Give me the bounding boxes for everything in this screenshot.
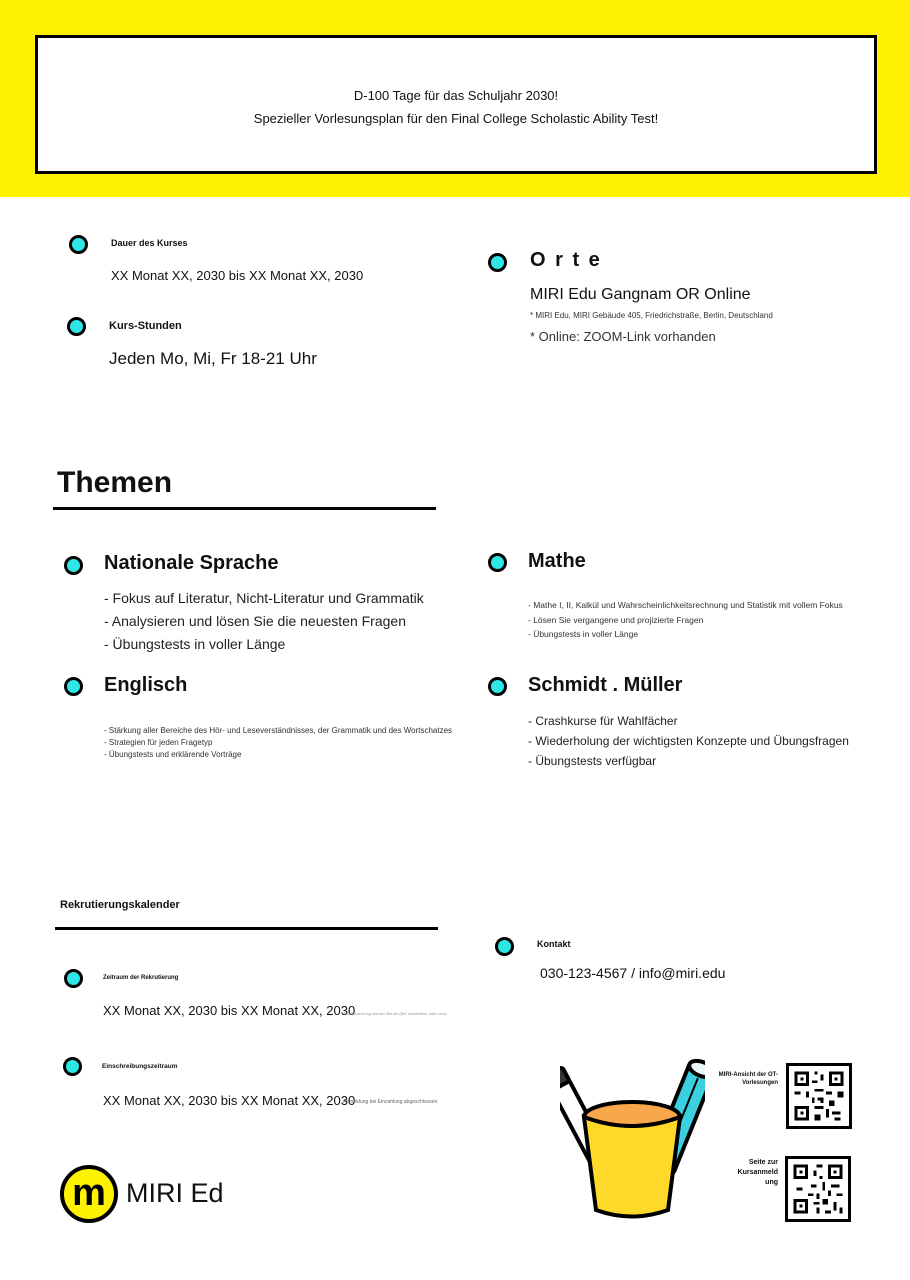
subject-list-english <box>104 725 452 761</box>
contact-value: 030-123-4567 / info@miri.edu <box>540 965 726 981</box>
hours-value: Jeden Mo, Mi, Fr 18-21 Uhr <box>109 349 317 368</box>
places-note-address: * MIRI Edu, MIRI Gebäude 405, Friedrichstraße, Berlin, Deutschland <box>530 311 773 320</box>
places-main: MIRI Edu Gangnam OR Online <box>530 286 751 303</box>
bullet-dot-icon <box>488 677 507 696</box>
enroll-note: Anmeldung bei Einzahlung abgeschlossen <box>343 1099 438 1105</box>
period-value: XX Monat XX, 2030 bis XX Monat XX, 2030 <box>103 1003 356 1018</box>
banner-subtitle: Spezieller Vorlesungsplan für den Final College Scholastic Ability Test! <box>253 111 659 126</box>
period-note: Bei Bewerbung werden Berufe (Bei zweitklässl. sald rund) <box>344 1011 447 1016</box>
list-item: - Übungstests in voller Länge <box>104 636 286 652</box>
list-item: - Übungstests in voller Länge <box>528 629 639 639</box>
contact-label: Kontakt <box>537 939 571 949</box>
subject-title-math: Mathe <box>528 550 586 572</box>
bullet-dot-icon <box>495 937 514 956</box>
qr-view-label: MIRI-Ansicht der OT-Vorlesungen <box>718 1072 778 1086</box>
qr-code-signup[interactable] <box>785 1156 851 1222</box>
bullet-dot-icon <box>64 969 83 988</box>
bullet-dot-icon <box>69 235 88 254</box>
subject-list-national <box>104 587 424 656</box>
recruit-divider <box>55 927 438 930</box>
places-note-online: * Online: ZOOM-Link vorhanden <box>530 329 716 344</box>
list-item: - Strategien für jeden Fragetyp <box>104 738 213 747</box>
qr-code-lectures[interactable] <box>786 1063 852 1129</box>
list-item: - Stärkung aller Bereiche des Hör- und Leseverständnisses, der Grammatik und des Wortschatzes <box>104 726 453 735</box>
bullet-dot-icon <box>64 677 83 696</box>
period-label: Zeitraum der Rekrutierung <box>103 975 179 981</box>
banner-title: D-100 Tage für das Schuljahr 2030! <box>353 88 559 103</box>
list-item: - Analysieren und lösen Sie die neuesten Fragen <box>104 613 406 629</box>
subject-list-schmidt-mueller <box>528 711 849 771</box>
list-item: - Übungstests verfügbar <box>528 754 657 768</box>
bullet-dot-icon <box>64 556 83 575</box>
header-box <box>35 35 877 174</box>
pencil-cup-illustration <box>560 1055 705 1225</box>
bullet-dot-icon <box>488 253 507 272</box>
list-item: - Crashkurse für Wahlfächer <box>528 714 678 728</box>
places-label: O r t e <box>530 249 602 271</box>
enroll-value: XX Monat XX, 2030 bis XX Monat XX, 2030 <box>103 1093 356 1108</box>
list-item: - Mathe I, II, Kalkül und Wahrscheinlichkeitsrechnung und Statistik mit vollem Fokus <box>528 600 843 610</box>
enroll-label: Einschreibungszeitraum <box>102 1063 178 1070</box>
logo-text: MIRI Ed <box>126 1178 224 1208</box>
bullet-dot-icon <box>488 553 507 572</box>
subject-title-english: Englisch <box>104 674 188 696</box>
logo-letter: m <box>72 1172 106 1214</box>
subject-title-national: Nationale Sprache <box>104 552 279 574</box>
list-item: - Fokus auf Literatur, Nicht-Literatur und Grammatik <box>104 590 424 606</box>
subject-list-math <box>528 598 843 642</box>
subject-title-schmidt-mueller: Schmidt . Müller <box>528 674 683 696</box>
themes-divider <box>53 507 436 510</box>
list-item: - Übungstests und erklärende Vorträge <box>104 750 242 759</box>
bullet-dot-icon <box>63 1057 82 1076</box>
duration-value: XX Monat XX, 2030 bis XX Monat XX, 2030 <box>111 268 364 283</box>
list-item: - Lösen Sie vergangene und projizierte Fragen <box>528 614 704 625</box>
duration-label: Dauer des Kurses <box>111 238 188 248</box>
list-item: - Wiederholung der wichtigsten Konzepte und Übungsfragen <box>528 734 849 748</box>
logo-icon <box>60 1165 118 1223</box>
bullet-dot-icon <box>67 317 86 336</box>
hours-label: Kurs-Stunden <box>109 320 182 332</box>
recruit-title: Rekrutierungskalender <box>60 899 180 911</box>
themes-title: Themen <box>57 466 173 499</box>
qr-signup-label: Seite zur Kursanmeld ung <box>737 1159 778 1186</box>
